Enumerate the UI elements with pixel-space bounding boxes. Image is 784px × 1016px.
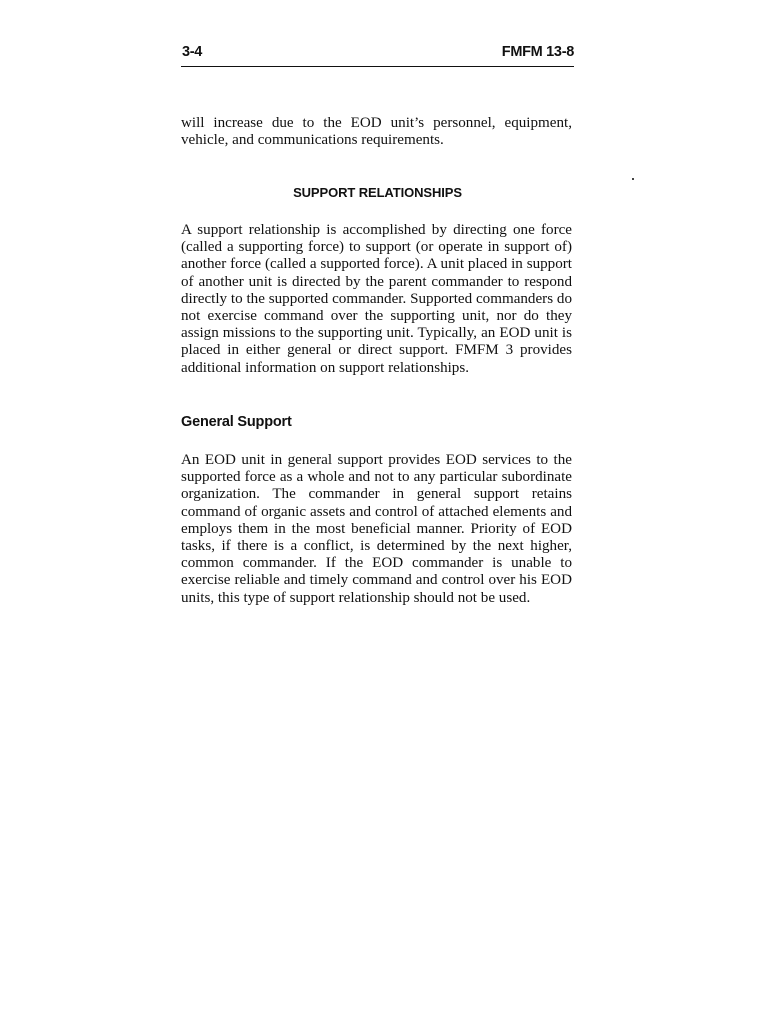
intro-paragraph: will increase due to the EOD unit’s personnel, equipment, vehicle, and communications requirements. <box>181 115 572 149</box>
section-heading: SUPPORT RELATIONSHIPS <box>293 185 462 200</box>
page-number: 3-4 <box>182 44 203 60</box>
general-support-paragraph: An EOD unit in general support provides EOD services to the supported force as a whole and not to any particular subordinate organization. The commander in general support retains command of organic assets and control of attached elements and employs them in the most beneficial manner. Priority of EOD tasks, if there is a conflict, is determined by the next higher, common commander. If the EOD commander is unable to exercise reliable and timely command and control over his EOD units, this type of support relationship should not be used. <box>181 452 572 606</box>
header-rule <box>181 66 574 67</box>
scan-speck <box>632 178 634 180</box>
document-id: FMFM 13-8 <box>501 44 574 60</box>
subheading-general-support: General Support <box>181 414 292 430</box>
page-header <box>181 44 574 66</box>
support-relationships-paragraph: A support relationship is accomplished by directing one force (called a supporting force) to support (or operate in support of) another force (called a supported force). A unit placed in support of another unit is directed by the parent commander to respond directly to the supported commander. Supported commanders do not exercise command over the supporting unit, nor do they assign missions to the supporting unit. Typically, an EOD unit is placed in either general or direct support. FMFM 3 provides additional information on support relationships. <box>181 222 572 376</box>
